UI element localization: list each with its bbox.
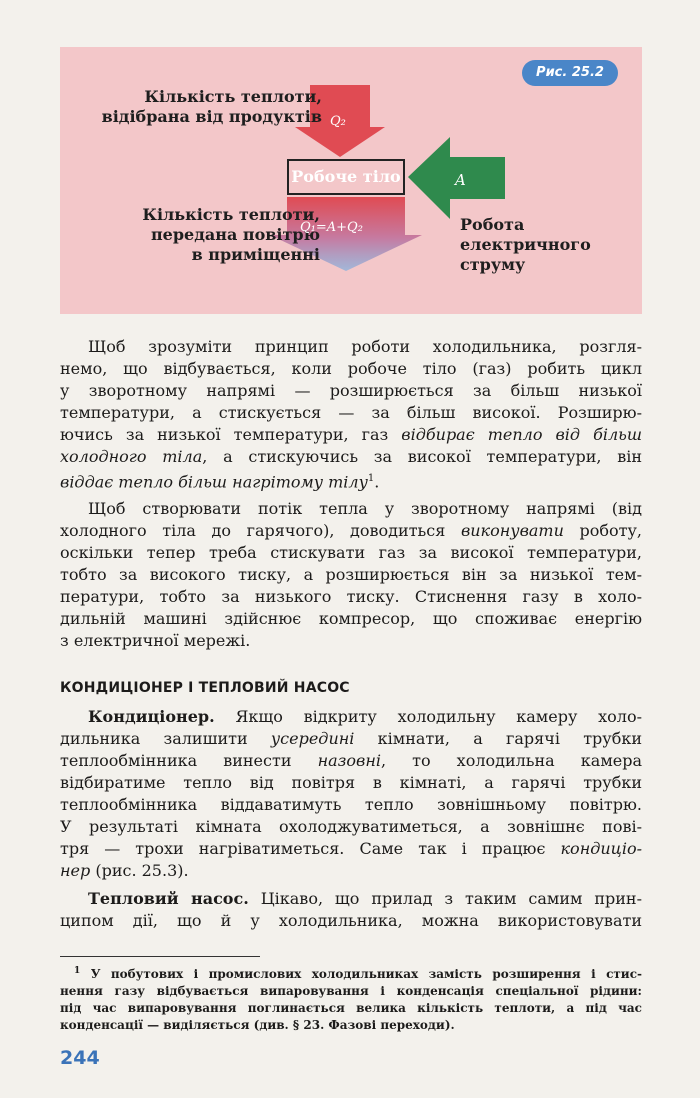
paragraph-reverse-heat-flow: Щоб створювати потік тепла у зворотному напрямі (від холодного тіла до гарячого), доводиться виконувати роботу, оскільки тепер треба стискувати газ за високої температури, тобто за високого тиску, а розширюється він за низької тем- ператури, тобто за низького тиску. Стиснення газу в холо- дильній машині здійснює компресор, що споживає енергію з електричної мережі. (60, 499, 642, 650)
a-symbol: A (455, 171, 466, 189)
heat-taken-label: Кількість теплоти, відібрана від продуктів (101, 87, 322, 126)
footnote: $^1$ У побутових і промислових холодильниках замість розширення і стис- нення газу відбувається випаровування і конденсація спеціальної рідини: під час випаровування поглинається велика кількість теплоти, а під час конденсації — виділяється (див. § 23. Фазові переходи). (60, 966, 642, 1032)
paragraph-heat-pump: Тепловий насос. Цікаво, що прилад з таким самим прин- ципом дії, що й у холодильника, можна використовувати (60, 889, 642, 930)
section-heading: КОНДИЦІОНЕР І ТЕПЛОВИЙ НАСОС (60, 680, 350, 696)
q1-formula: Q₁=A+Q₂ (300, 220, 363, 235)
working-body-box: Робоче тіло (287, 159, 405, 195)
footnote-divider (60, 956, 260, 957)
q2-symbol: Q₂ (330, 114, 346, 129)
figure-number-badge: Рис. 25.2 (522, 60, 618, 86)
figure-refrigerator-diagram (60, 47, 642, 314)
footnote-ref: 1 (367, 473, 375, 484)
page-number: 244 (60, 1047, 100, 1069)
electric-work-label: Робота електричного струму (460, 215, 591, 274)
heat-given-label: Кількість теплоти, передана повітрю в приміщенні (142, 205, 320, 264)
paragraph-refrigerator-principle: Щоб зрозуміти принцип роботи холодильника, розгля- немо, що відбувається, коли робоче тіло (газ) робить цикл у зворотному напрямі — розширюється за більш низької температури, а стискується — за більш високої. Розширю- ючись за низької температури, газ відбирає тепло від більш холодного тіла, а стискуючись за високої температури, він віддає тепло більш нагрітому тілу$^1$. (60, 337, 643, 492)
paragraph-air-conditioner: Кондиціонер. Якщо відкриту холодильну камеру холо- дильника залишити усередині кімнати, а гарячі трубки теплообмінника винести назовні, то холодильна камера відбиратиме тепло від повітря в кімнаті, а гарячі трубки теплообмінника віддаватимуть тепло зовнішньому повітрю. У результаті кімната охолоджуватиметься, а зовнішнє пові- тря — трохи нагріватиметься. Саме так і працює кондиціо- нер (рис. 25.3). (60, 707, 643, 880)
